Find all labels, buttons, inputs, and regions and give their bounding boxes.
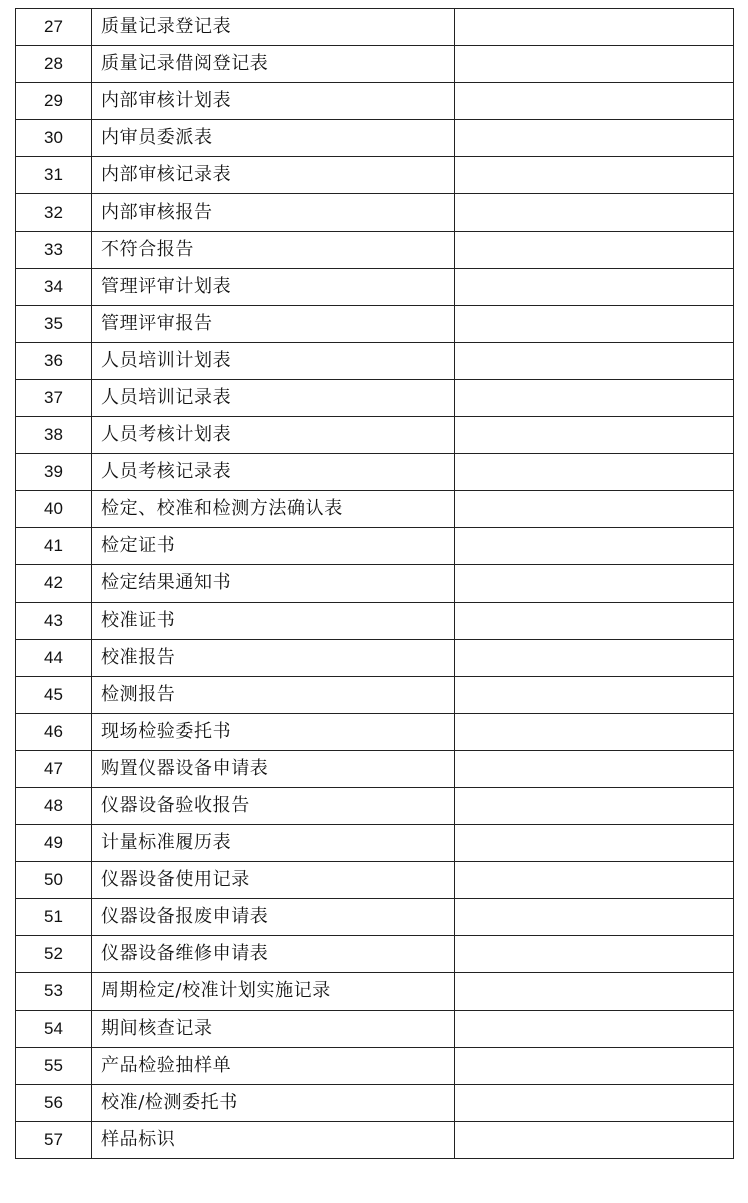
blank-cell (455, 9, 734, 46)
record-table (15, 8, 734, 1159)
blank-cell (455, 268, 734, 305)
blank-cell (455, 936, 734, 973)
row-number: 46 (16, 713, 92, 750)
row-number: 28 (16, 46, 92, 83)
table-row (16, 639, 734, 676)
table-row (16, 342, 734, 379)
blank-cell (455, 528, 734, 565)
blank-cell (455, 194, 734, 231)
blank-cell (455, 973, 734, 1010)
row-number: 35 (16, 305, 92, 342)
table-row (16, 565, 734, 602)
table-row (16, 9, 734, 46)
row-number: 41 (16, 528, 92, 565)
table-row (16, 528, 734, 565)
blank-cell (455, 862, 734, 899)
blank-cell (455, 602, 734, 639)
row-number: 36 (16, 342, 92, 379)
blank-cell (455, 713, 734, 750)
blank-cell (455, 1047, 734, 1084)
table-row (16, 862, 734, 899)
row-number: 47 (16, 750, 92, 787)
blank-cell (455, 120, 734, 157)
blank-cell (455, 1121, 734, 1158)
record-name: 仪器设备维修申请表 (92, 936, 455, 973)
blank-cell (455, 157, 734, 194)
blank-cell (455, 491, 734, 528)
row-number: 39 (16, 454, 92, 491)
record-name: 内审员委派表 (92, 120, 455, 157)
blank-cell (455, 1084, 734, 1121)
record-name: 人员考核计划表 (92, 417, 455, 454)
row-number: 52 (16, 936, 92, 973)
record-name: 仪器设备验收报告 (92, 787, 455, 824)
table-row (16, 899, 734, 936)
record-name: 质量记录登记表 (92, 9, 455, 46)
row-number: 30 (16, 120, 92, 157)
blank-cell (455, 305, 734, 342)
record-name: 校准报告 (92, 639, 455, 676)
table-body (16, 9, 734, 1159)
record-name: 校准证书 (92, 602, 455, 639)
table-row (16, 825, 734, 862)
blank-cell (455, 565, 734, 602)
record-name: 校准/检测委托书 (92, 1084, 455, 1121)
table-row (16, 1010, 734, 1047)
row-number: 31 (16, 157, 92, 194)
blank-cell (455, 83, 734, 120)
row-number: 43 (16, 602, 92, 639)
table-row (16, 491, 734, 528)
table-row (16, 454, 734, 491)
table-row (16, 936, 734, 973)
record-name: 产品检验抽样单 (92, 1047, 455, 1084)
row-number: 27 (16, 9, 92, 46)
table-row (16, 602, 734, 639)
record-name: 内部审核报告 (92, 194, 455, 231)
table-row (16, 676, 734, 713)
row-number: 50 (16, 862, 92, 899)
record-name: 内部审核记录表 (92, 157, 455, 194)
blank-cell (455, 417, 734, 454)
record-name: 人员考核记录表 (92, 454, 455, 491)
table-row (16, 120, 734, 157)
table-row (16, 1084, 734, 1121)
row-number: 45 (16, 676, 92, 713)
row-number: 48 (16, 787, 92, 824)
table-row (16, 379, 734, 416)
table-row (16, 750, 734, 787)
record-name: 检定结果通知书 (92, 565, 455, 602)
row-number: 53 (16, 973, 92, 1010)
table-row (16, 713, 734, 750)
record-name: 不符合报告 (92, 231, 455, 268)
blank-cell (455, 825, 734, 862)
row-number: 40 (16, 491, 92, 528)
table-row (16, 1121, 734, 1158)
blank-cell (455, 231, 734, 268)
blank-cell (455, 676, 734, 713)
blank-cell (455, 899, 734, 936)
table-row (16, 157, 734, 194)
record-name: 购置仪器设备申请表 (92, 750, 455, 787)
record-name: 周期检定/校准计划实施记录 (92, 973, 455, 1010)
table-row (16, 194, 734, 231)
blank-cell (455, 454, 734, 491)
table-row (16, 268, 734, 305)
record-name: 管理评审报告 (92, 305, 455, 342)
table-row (16, 1047, 734, 1084)
table-row (16, 973, 734, 1010)
row-number: 44 (16, 639, 92, 676)
record-name: 人员培训计划表 (92, 342, 455, 379)
record-name: 检测报告 (92, 676, 455, 713)
table-row (16, 83, 734, 120)
record-name: 质量记录借阅登记表 (92, 46, 455, 83)
record-name: 仪器设备报废申请表 (92, 899, 455, 936)
row-number: 34 (16, 268, 92, 305)
blank-cell (455, 750, 734, 787)
row-number: 29 (16, 83, 92, 120)
record-name: 期间核查记录 (92, 1010, 455, 1047)
blank-cell (455, 639, 734, 676)
table-row (16, 417, 734, 454)
table-row (16, 305, 734, 342)
record-form-list (15, 8, 733, 1159)
row-number: 56 (16, 1084, 92, 1121)
table-row (16, 46, 734, 83)
row-number: 38 (16, 417, 92, 454)
row-number: 51 (16, 899, 92, 936)
record-name: 现场检验委托书 (92, 713, 455, 750)
record-name: 检定、校准和检测方法确认表 (92, 491, 455, 528)
table-row (16, 231, 734, 268)
row-number: 42 (16, 565, 92, 602)
table-row (16, 787, 734, 824)
row-number: 55 (16, 1047, 92, 1084)
blank-cell (455, 787, 734, 824)
record-name: 检定证书 (92, 528, 455, 565)
blank-cell (455, 1010, 734, 1047)
record-name: 管理评审计划表 (92, 268, 455, 305)
record-name: 人员培训记录表 (92, 379, 455, 416)
row-number: 32 (16, 194, 92, 231)
record-name: 内部审核计划表 (92, 83, 455, 120)
row-number: 54 (16, 1010, 92, 1047)
row-number: 33 (16, 231, 92, 268)
row-number: 37 (16, 379, 92, 416)
blank-cell (455, 379, 734, 416)
row-number: 57 (16, 1121, 92, 1158)
record-name: 计量标准履历表 (92, 825, 455, 862)
blank-cell (455, 46, 734, 83)
row-number: 49 (16, 825, 92, 862)
blank-cell (455, 342, 734, 379)
record-name: 仪器设备使用记录 (92, 862, 455, 899)
record-name: 样品标识 (92, 1121, 455, 1158)
